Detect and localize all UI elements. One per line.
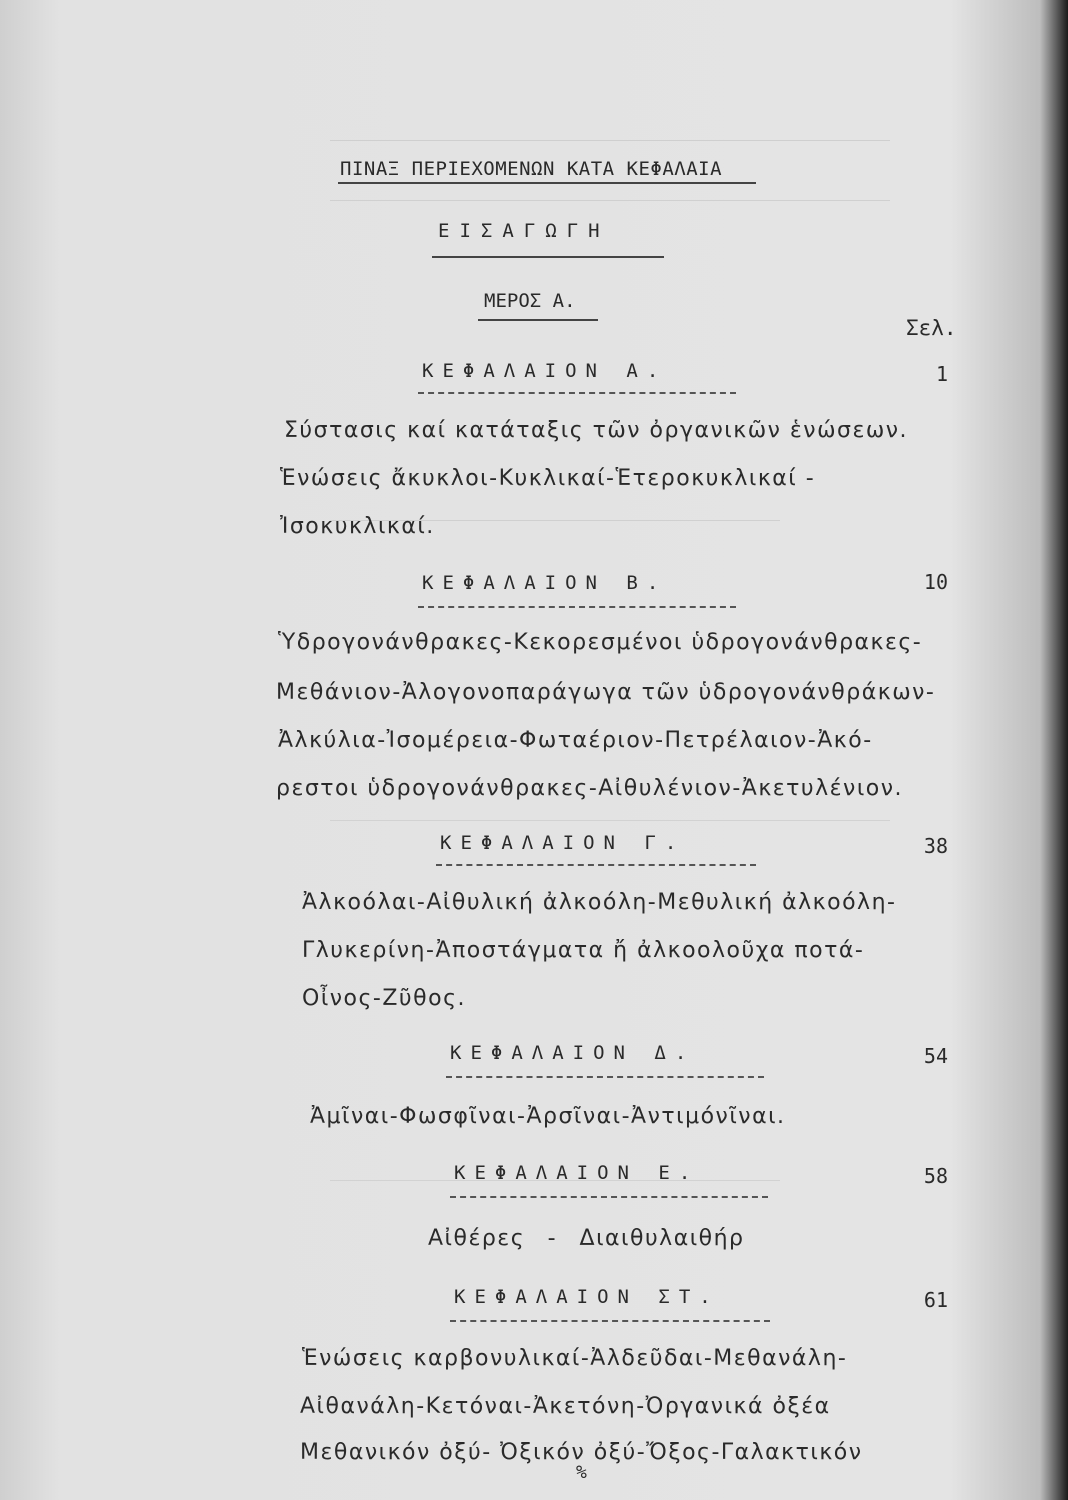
chapter-page-number: 58	[923, 1164, 948, 1188]
chapter-underline	[450, 1320, 770, 1322]
chapter-page-number: 1	[935, 362, 948, 386]
chapter-heading: ΚΕΦΑΛΑΙΟΝ Ε.	[454, 1162, 700, 1184]
chapter-line: ρεστοι ὑδρογονάνθρακες-Αἰθυλένιον-Ἀκετυλένιον.	[276, 776, 904, 801]
chapter-line: Αἰθέρες - Διαιθυλαιθήρ	[428, 1226, 745, 1251]
chapter-heading: ΚΕΦΑΛΑΙΟΝ Β.	[422, 572, 668, 594]
chapter-line: Μεθανικόν ὀξύ- Ὀξικόν ὀξύ-Ὄξος-Γαλακτικόν	[300, 1440, 863, 1465]
part-heading: ΜΕΡΟΣ Α.	[484, 290, 576, 312]
chapter-line: Οἶνος-Ζῦθος.	[302, 986, 466, 1011]
chapter-line: Ἰσοκυκλικαί.	[280, 514, 435, 539]
chapter-underline	[446, 1076, 764, 1078]
chapter-underline	[418, 392, 736, 394]
chapter-line: Αἰθανάλη-Κετόναι-Ἀκετόνη-Ὀργανικά ὀξέα	[300, 1394, 831, 1419]
document-title: ΠΙΝΑΞ ΠΕΡΙΕΧΟΜΕΝΩΝ ΚΑΤΑ ΚΕΦΑΛΑΙΑ	[340, 158, 723, 180]
chapter-page-number: 61	[923, 1288, 948, 1312]
chapter-line: Γλυκερίνη-Ἀποστάγματα ἤ ἀλκοολοῦχα ποτά-	[302, 938, 865, 963]
introduction-heading: ΕΙΣΑΓΩΓΗ	[438, 220, 610, 242]
bleed-through-mark	[330, 820, 890, 822]
chapter-heading: ΚΕΦΑΛΑΙΟΝ Γ.	[440, 832, 686, 854]
chapter-page-number: 38	[923, 834, 948, 858]
chapter-heading: ΚΕΦΑΛΑΙΟΝ Α.	[422, 360, 668, 382]
chapter-heading: ΚΕΦΑΛΑΙΟΝ Δ.	[450, 1042, 696, 1064]
footer-mark: %	[576, 1462, 587, 1483]
chapter-line: Ἑνώσεις ἄκυκλοι-Κυκλικαί-Ἑτεροκυκλικαί -	[280, 466, 816, 491]
chapter-line: Μεθάνιον-Ἀλογονοπαράγωγα τῶν ὑδρογονάνθράκων-	[276, 680, 936, 705]
chapter-line: Σύστασις καί κατάταξις τῶν ὀργανικῶν ἑνώσεων.	[284, 418, 909, 443]
chapter-underline	[450, 1196, 768, 1198]
chapter-line: Ἀμῖναι-Φωσφῖναι-Ἀρσῖναι-Ἀντιμόνῖναι.	[310, 1104, 786, 1129]
title-underline	[338, 182, 756, 184]
introduction-underline	[432, 256, 664, 258]
chapter-line: Ἀλκοόλαι-Αἰθυλική ἀλκοόλη-Μεθυλική ἀλκοόλη-	[302, 890, 897, 915]
chapter-underline	[418, 606, 736, 608]
chapter-page-number: 54	[923, 1044, 948, 1068]
page-column-label: Σελ.	[906, 316, 957, 340]
bleed-through-mark	[330, 140, 890, 142]
chapter-line: Ἀλκύλια-Ἰσομέρεια-Φωταέριον-Πετρέλαιον-Ἀκό-	[278, 728, 873, 753]
bleed-through-mark	[330, 200, 890, 202]
chapter-line: Ἑνώσεις καρβονυλικαί-Ἀλδεῦδαι-Μεθανάλη-	[302, 1346, 848, 1371]
chapter-line: Ὑδρογονάνθρακες-Κεκορεσμένοι ὑδρογονάνθρακες-	[278, 630, 923, 655]
part-underline	[478, 319, 598, 321]
chapter-underline	[436, 864, 756, 866]
chapter-heading: ΚΕΦΑΛΑΙΟΝ ΣΤ.	[454, 1286, 720, 1308]
chapter-page-number: 10	[923, 570, 948, 594]
